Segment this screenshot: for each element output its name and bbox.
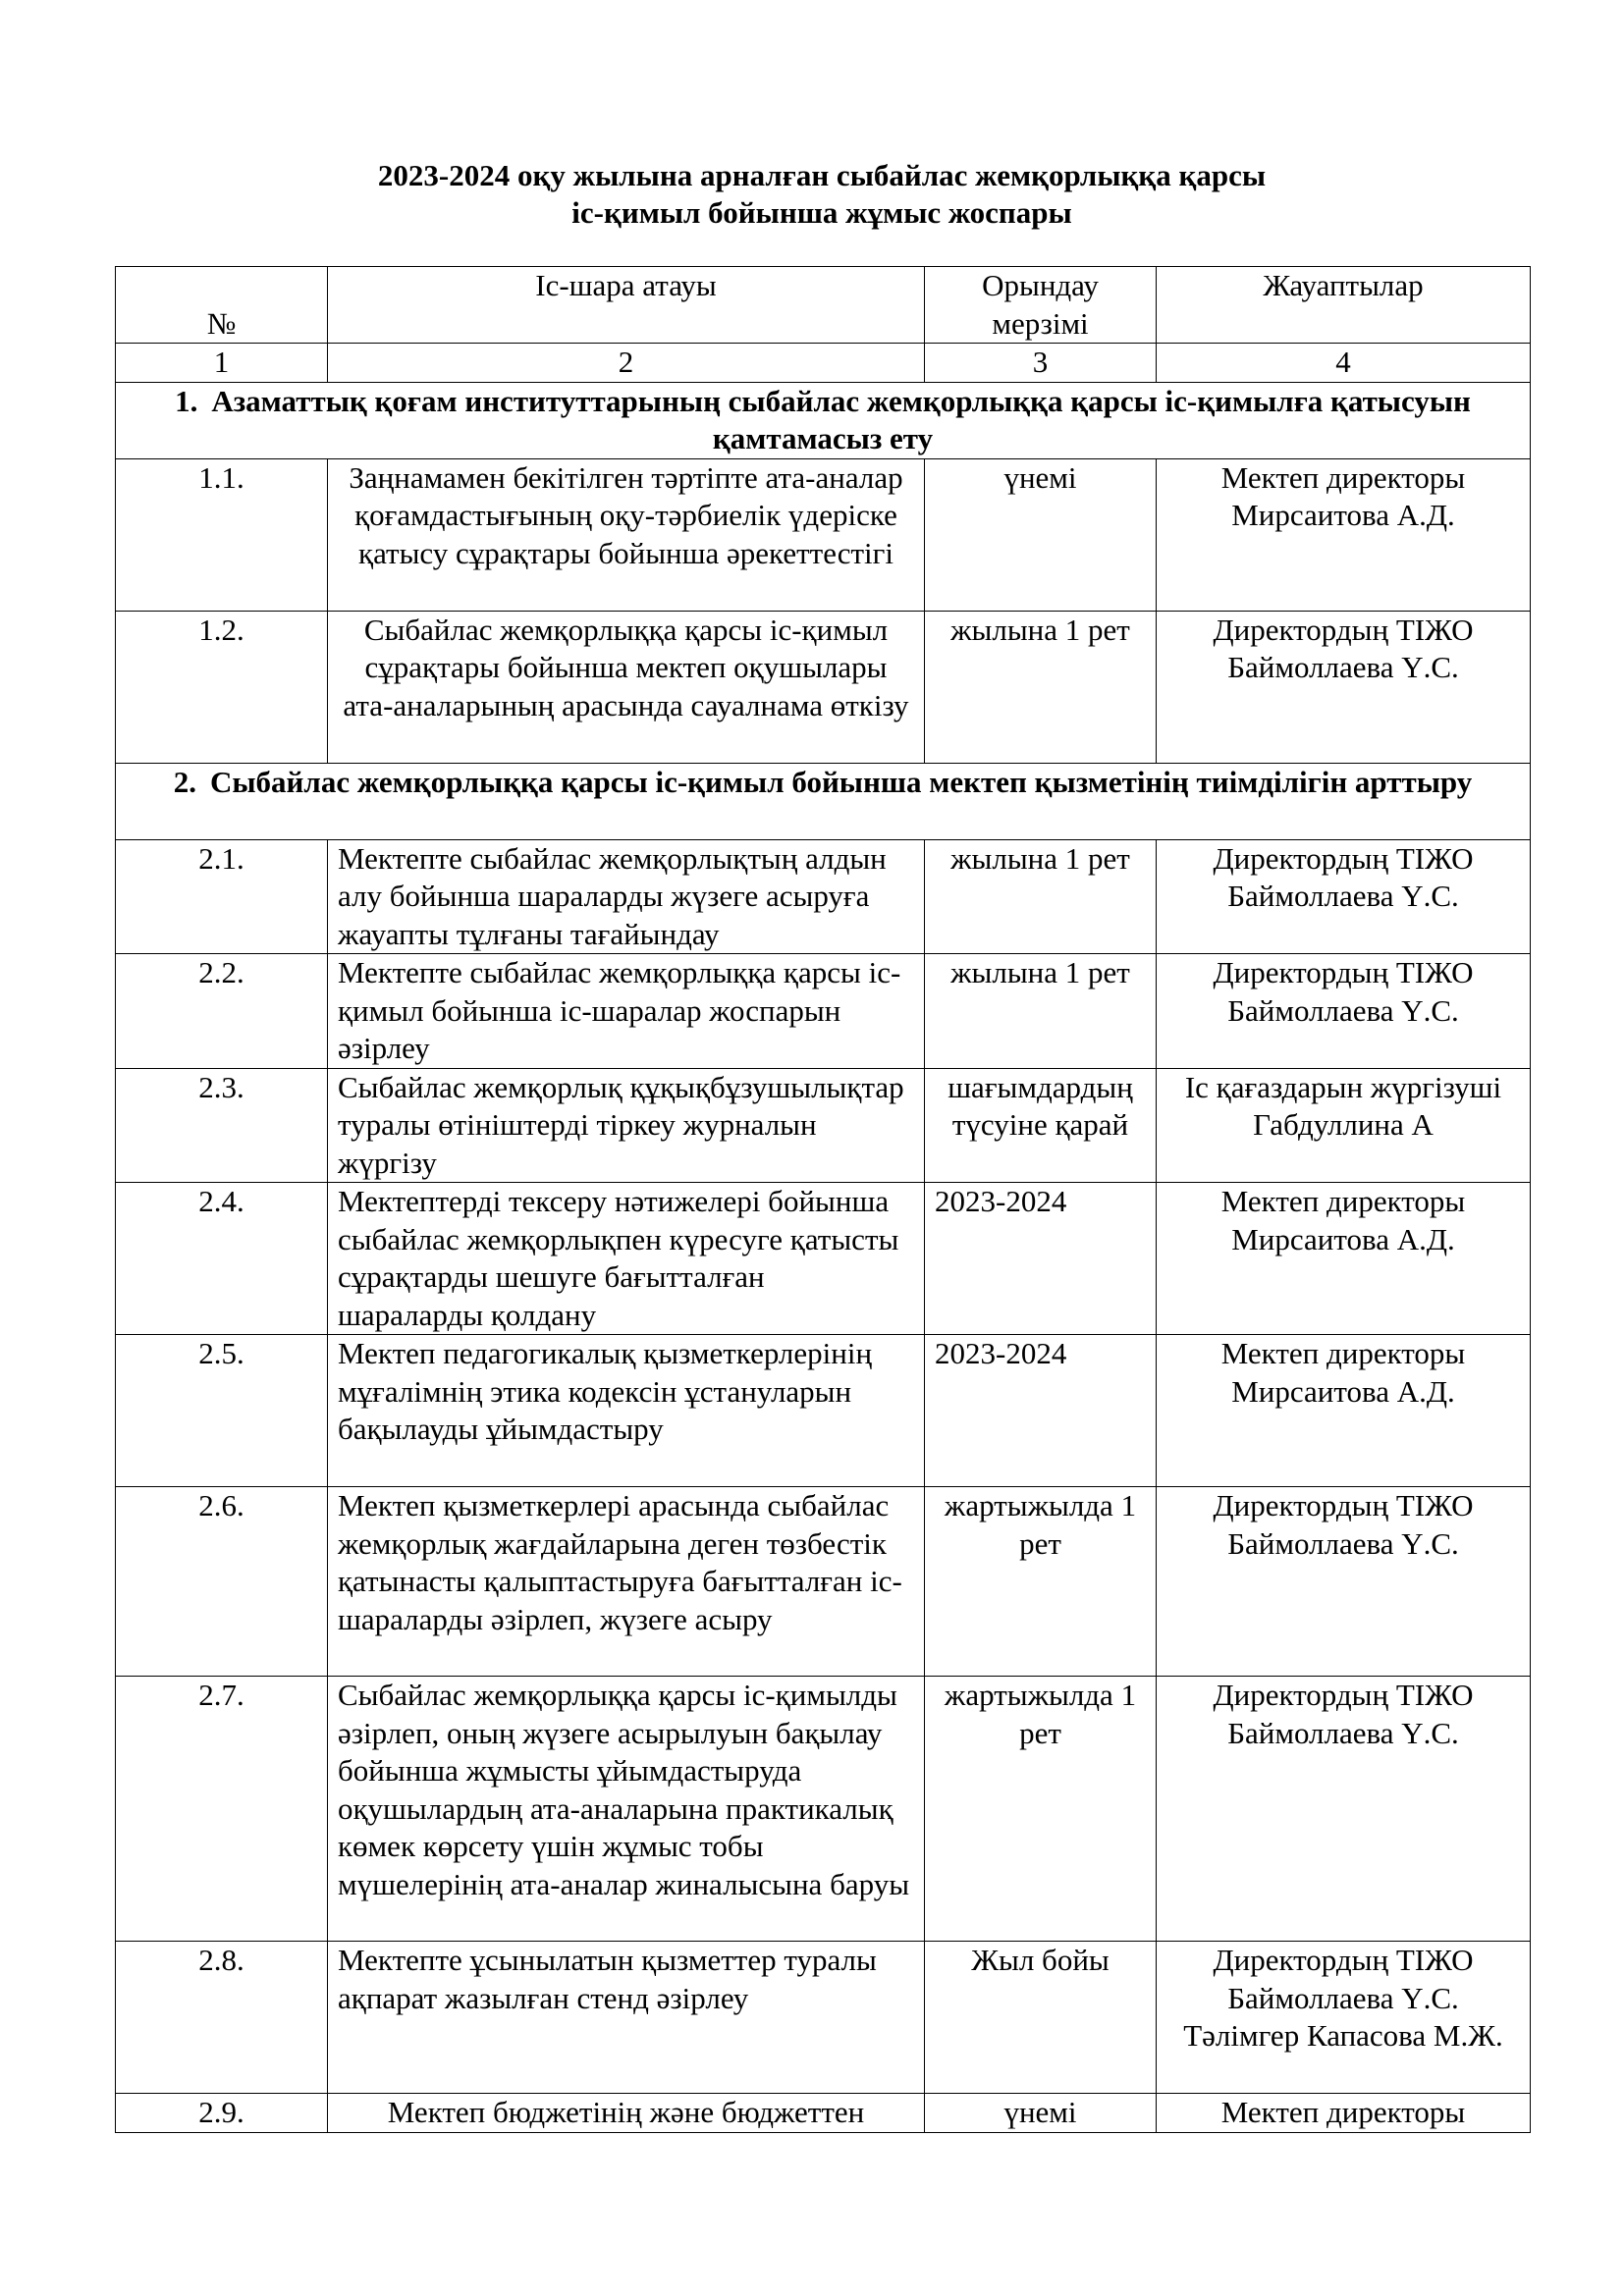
row-deadline: 2023-2024 xyxy=(925,1335,1157,1487)
row-number: 2.7. xyxy=(116,1677,328,1942)
column-index: 2 xyxy=(328,344,925,383)
row-responsible: Іс қағаздарын жүргізуші Габдуллина А xyxy=(1157,1068,1531,1183)
row-deadline: жартыжылда 1 рет xyxy=(925,1677,1157,1942)
table-row xyxy=(116,458,1531,611)
table-row xyxy=(116,611,1531,763)
row-event: Мектептерді тексеру нәтижелері бойынша сыбайлас жемқорлықпен күресуге қатысты сұрақтарды шешуге бағытталған шараларды қолдану xyxy=(328,1183,925,1335)
row-event: Мектеп педагогикалық қызметкерлерінің мұғалімнің этика кодексін ұстануларын бақылауды ұйымдастыру xyxy=(328,1335,925,1487)
row-event: Сыбайлас жемқорлық құқықбұзушылықтар туралы өтініштерді тіркеу журналын жүргізу xyxy=(328,1068,925,1183)
header-num: № xyxy=(116,267,328,344)
column-index: 4 xyxy=(1157,344,1531,383)
header-deadline-line-1: Орындау xyxy=(982,268,1099,302)
section-number: 1. xyxy=(175,383,198,418)
row-responsible: Директордың ТІЖО Баймоллаева Ү.С. Тәлімгер Капасова М.Ж. xyxy=(1157,1942,1531,2094)
column-index: 3 xyxy=(925,344,1157,383)
table-row xyxy=(116,1183,1531,1335)
row-number: 2.4. xyxy=(116,1183,328,1335)
table-row xyxy=(116,954,1531,1069)
header-event: Іс-шара атауы xyxy=(328,267,925,344)
row-event: Сыбайлас жемқорлыққа қарсы іс-қимылды әзірлеп, оның жүзеге асырылуын бақылау бойынша жұмысты ұйымдастыруда оқушылардың ата-аналарына практикалық көмек көрсету үшін жұмыс тобы мүшелерінің ата-аналар жиналысына баруы xyxy=(328,1677,925,1942)
table-row xyxy=(116,1068,1531,1183)
header-deadline xyxy=(925,267,1157,344)
row-deadline: 2023-2024 xyxy=(925,1183,1157,1335)
header-row xyxy=(116,267,1531,344)
row-number: 2.2. xyxy=(116,954,328,1069)
section-row xyxy=(116,382,1531,458)
row-responsible: Директордың ТІЖО Баймоллаева Ү.С. xyxy=(1157,1677,1531,1942)
table-row xyxy=(116,1335,1531,1487)
row-deadline: шағымдардың түсуіне қарай xyxy=(925,1068,1157,1183)
row-event: Мектепте сыбайлас жемқорлықтың алдын алу бойынша шараларды жүзеге асыруға жауапты тұлғаны тағайындау xyxy=(328,839,925,954)
row-number: 1.1. xyxy=(116,458,328,611)
section-number: 2. xyxy=(173,764,196,799)
row-number: 2.8. xyxy=(116,1942,328,2094)
row-number: 2.3. xyxy=(116,1068,328,1183)
section-title: Сыбайлас жемқорлыққа қарсы іс-қимыл бойынша мектеп қызметінің тиімділігін арттыру xyxy=(209,764,1473,799)
row-event: Мектеп бюджетінің және бюджеттен xyxy=(328,2094,925,2133)
column-index-row xyxy=(116,344,1531,383)
section-heading xyxy=(116,382,1531,458)
table-row xyxy=(116,1487,1531,1677)
row-event: Заңнамамен бекітілген тәртіпте ата-аналар қоғамдастығының оқу-тәрбиелік үдеріске қатысу сұрақтары бойынша әрекеттестігі xyxy=(328,458,925,611)
row-event: Сыбайлас жемқорлыққа қарсы іс-қимыл сұрақтары бойынша мектеп оқушылары ата-аналарының арасында сауалнама өткізу xyxy=(328,611,925,763)
row-number: 2.6. xyxy=(116,1487,328,1677)
title-line-1: 2023-2024 оқу жылына арналған сыбайлас жемқорлыққа қарсы xyxy=(377,158,1267,192)
table-row xyxy=(116,1942,1531,2094)
row-deadline: үнемі xyxy=(925,458,1157,611)
title-line-2: іс-қимыл бойынша жұмыс жоспары xyxy=(571,195,1072,230)
table-row xyxy=(116,2094,1531,2133)
table-row xyxy=(116,1677,1531,1942)
row-deadline: жартыжылда 1 рет xyxy=(925,1487,1157,1677)
row-responsible: Мектеп директоры Мирсаитова А.Д. xyxy=(1157,1335,1531,1487)
section-row xyxy=(116,763,1531,839)
section-heading xyxy=(116,763,1531,839)
row-event: Мектепте ұсынылатын қызметтер туралы ақпарат жазылған стенд әзірлеу xyxy=(328,1942,925,2094)
section-title: Азаматтық қоғам институттарының сыбайлас жемқорлыққа қарсы іс-қимылға қатысуын қамтамасыз ету xyxy=(211,383,1471,455)
row-responsible: Директордың ТІЖО Баймоллаева Ү.С. xyxy=(1157,839,1531,954)
row-number: 2.5. xyxy=(116,1335,328,1487)
row-number: 2.9. xyxy=(116,2094,328,2133)
row-responsible: Директордың ТІЖО Баймоллаева Ү.С. xyxy=(1157,954,1531,1069)
row-responsible: Директордың ТІЖО Баймоллаева Ү.С. xyxy=(1157,1487,1531,1677)
document-title xyxy=(115,157,1529,232)
row-deadline: Жыл бойы xyxy=(925,1942,1157,2094)
row-deadline: жылына 1 рет xyxy=(925,839,1157,954)
row-responsible: Мектеп директоры xyxy=(1157,2094,1531,2133)
row-responsible: Директордың ТІЖО Баймоллаева Ү.С. xyxy=(1157,611,1531,763)
row-number: 1.2. xyxy=(116,611,328,763)
row-responsible: Мектеп директоры Мирсаитова А.Д. xyxy=(1157,458,1531,611)
row-event: Мектеп қызметкерлері арасында сыбайлас жемқорлық жағдайларына деген төзбестік қатынасты қалыптастыруға бағытталған іс-шараларды әзірлеп, жүзеге асыру xyxy=(328,1487,925,1677)
work-plan-table xyxy=(115,266,1531,2133)
column-index: 1 xyxy=(116,344,328,383)
row-deadline: жылына 1 рет xyxy=(925,954,1157,1069)
row-responsible: Мектеп директоры Мирсаитова А.Д. xyxy=(1157,1183,1531,1335)
table-row xyxy=(116,839,1531,954)
row-deadline: жылына 1 рет xyxy=(925,611,1157,763)
header-deadline-line-2: мерзімі xyxy=(992,305,1089,341)
row-event: Мектепте сыбайлас жемқорлыққа қарсы іс-қимыл бойынша іс-шаралар жоспарын әзірлеу xyxy=(328,954,925,1069)
row-deadline: үнемі xyxy=(925,2094,1157,2133)
row-number: 2.1. xyxy=(116,839,328,954)
header-responsible: Жауаптылар xyxy=(1157,267,1531,344)
